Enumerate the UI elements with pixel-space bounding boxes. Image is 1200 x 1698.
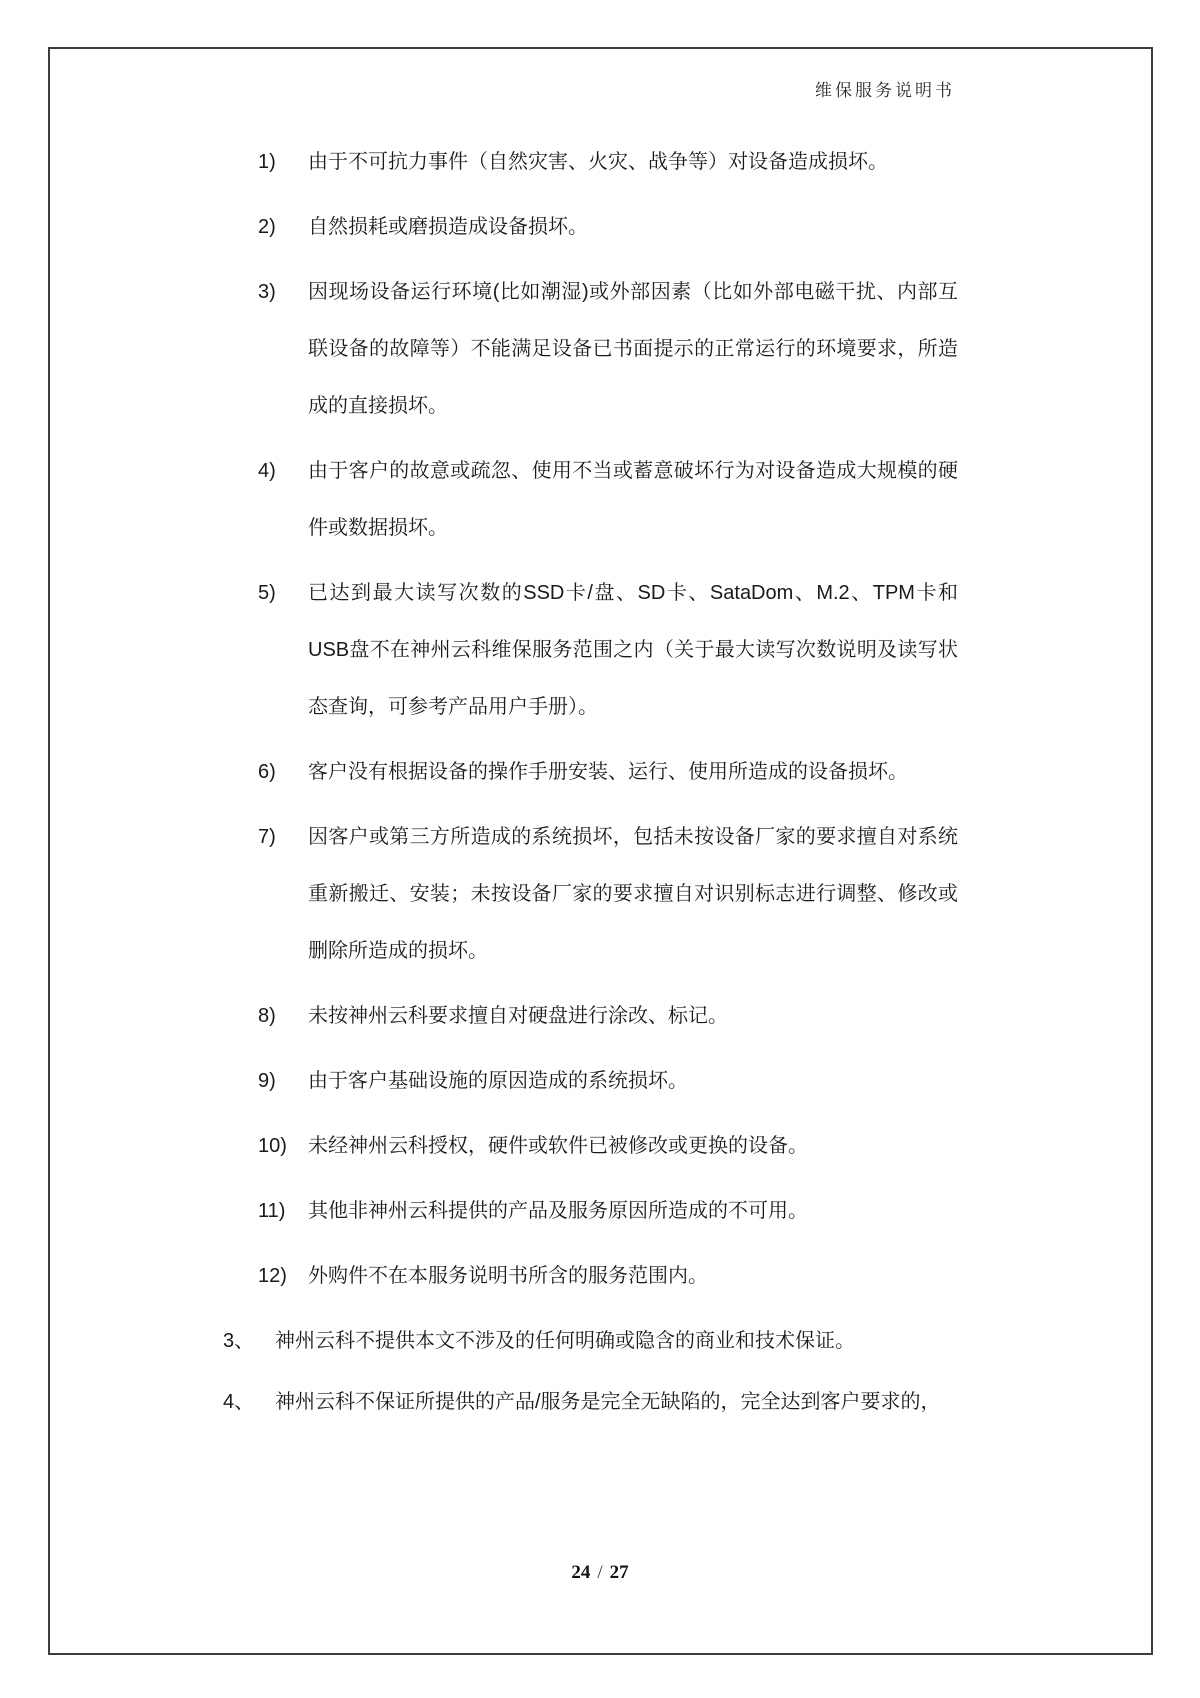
list-item-5 (258, 565, 958, 736)
list-item-9 (258, 1053, 958, 1110)
list-item-text: 未按神州云科要求擅自对硬盘进行涂改、标记。 (308, 1005, 728, 1027)
list-item-text: 外购件不在本服务说明书所含的服务范围内。 (308, 1265, 708, 1287)
list-item-text: 未经神州云科授权，硬件或软件已被修改或更换的设备。 (308, 1135, 808, 1157)
main-item-number: 3、 (223, 1330, 255, 1352)
list-item-number: 4) (258, 460, 276, 482)
list-item-2 (258, 199, 958, 256)
list-item-number: 10) (258, 1135, 287, 1157)
list-item-text: 因现场设备运行环境(比如潮湿)或外部因素（比如外部电磁干扰、内部互联设备的故障等）不能满足设备已书面提示的正常运行的环境要求，所造成的直接损坏。 (308, 281, 958, 417)
list-item-10 (258, 1118, 958, 1175)
header-title: 维保服务说明书 (815, 81, 955, 100)
list-item-4 (258, 443, 958, 557)
list-item-8 (258, 988, 958, 1045)
list-item-text: 客户没有根据设备的操作手册安装、运行、使用所造成的设备损坏。 (308, 761, 908, 783)
list-item-number: 5) (258, 582, 276, 604)
list-item-12 (258, 1248, 958, 1305)
total-page-number: 27 (609, 1562, 629, 1583)
list-item-7 (258, 809, 958, 980)
list-item-number: 11) (258, 1200, 286, 1222)
list-item-number: 6) (258, 761, 276, 783)
list-item-text: 其他非神州云科提供的产品及服务原因所造成的不可用。 (308, 1200, 808, 1222)
list-item-text: 已达到最大读写次数的SSD卡/盘、SD卡、SataDom、M.2、TPM卡和USB盘不在神州云科维保服务范围之内（关于最大读写次数说明及读写状态查询，可参考产品用户手册）。 (308, 582, 958, 718)
list-item-number: 3) (258, 281, 276, 303)
list-item-text: 自然损耗或磨损造成设备损坏。 (308, 216, 588, 238)
main-item-3 (223, 1313, 958, 1370)
list-item-number: 1) (258, 151, 276, 173)
list-item-number: 7) (258, 826, 276, 848)
list-item-text: 因客户或第三方所造成的系统损坏，包括未按设备厂家的要求擅自对系统重新搬迁、安装；未按设备厂家的要求擅自对识别标志进行调整、修改或删除所造成的损坏。 (308, 826, 958, 962)
list-item-number: 2) (258, 216, 276, 238)
main-item-text: 神州云科不提供本文不涉及的任何明确或隐含的商业和技术保证。 (275, 1330, 855, 1352)
main-item-text: 神州云科不保证所提供的产品/服务是完全无缺陷的，完全达到客户要求的， (275, 1391, 941, 1413)
main-item-4 (223, 1374, 958, 1431)
list-item-6 (258, 744, 958, 801)
page-separator: / (597, 1562, 603, 1583)
document-body (223, 134, 958, 1435)
list-item-number: 12) (258, 1265, 287, 1287)
list-item-text: 由于客户基础设施的原因造成的系统损坏。 (308, 1070, 688, 1092)
current-page-number: 24 (571, 1562, 591, 1583)
main-item-number: 4、 (223, 1391, 255, 1413)
list-item-number: 8) (258, 1005, 276, 1027)
document-header (815, 76, 955, 101)
list-item-number: 9) (258, 1070, 276, 1092)
list-item-3 (258, 264, 958, 435)
page-footer (0, 1562, 1200, 1584)
list-item-text: 由于不可抗力事件（自然灾害、火灾、战争等）对设备造成损坏。 (308, 151, 888, 173)
list-item-1 (258, 134, 958, 191)
list-item-text: 由于客户的故意或疏忽、使用不当或蓄意破坏行为对设备造成大规模的硬件或数据损坏。 (308, 460, 958, 539)
list-item-11 (258, 1183, 958, 1240)
